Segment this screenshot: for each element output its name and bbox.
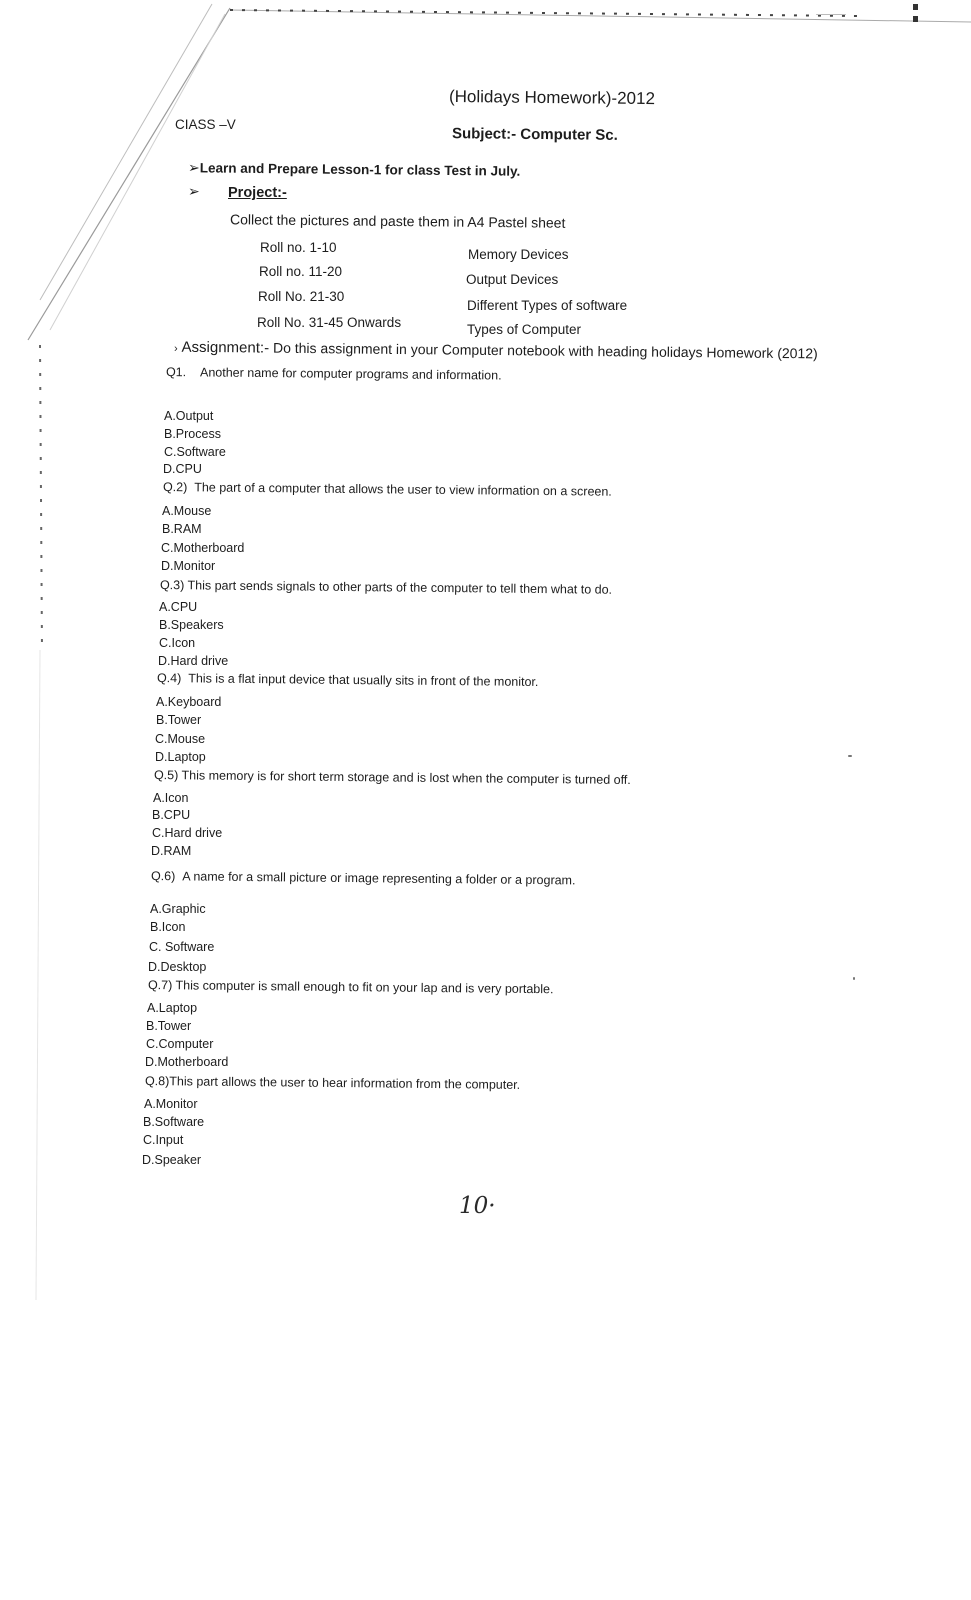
roll-range: Roll no. 11-20 — [259, 264, 343, 279]
project-topic: Memory Devices — [468, 247, 569, 262]
option: B.Software — [143, 1115, 205, 1129]
project-topic: Types of Computer — [467, 322, 582, 337]
assignment-label: Assignment:- — [181, 338, 270, 357]
arrow-bullet-icon: ➢ — [188, 183, 200, 199]
option: C.Hard drive — [152, 826, 223, 840]
option: A.Mouse — [162, 504, 212, 518]
option: D.Hard drive — [158, 654, 229, 668]
page-title: (Holidays Homework)-2012 — [448, 86, 656, 109]
option: B.Speakers — [159, 618, 224, 632]
project-topic: Different Types of software — [467, 298, 628, 313]
assignment-text: Do this assignment in your Computer notebook with heading holidays Homework (2012) — [272, 339, 818, 362]
project-topic: Output Devices — [466, 272, 559, 287]
option: B.RAM — [162, 522, 202, 536]
question-text: This is a flat input device that usually sits in front of the monitor. — [188, 671, 539, 689]
question-text: A name for a small picture or image representing a folder or a program. — [182, 869, 576, 888]
question-number: Q.3) — [159, 578, 185, 593]
option: C. Software — [149, 940, 215, 954]
question-number: Q.5) — [153, 768, 179, 783]
question-number: Q.6) — [150, 869, 176, 884]
option: A.Keyboard — [156, 695, 222, 709]
option: A.CPU — [159, 600, 198, 614]
assignment-instruction: › Assignment:- Do this assignment in your Computer notebook with heading holidays Homework (2012) — [173, 338, 818, 362]
option: D.Laptop — [155, 750, 206, 764]
option: A.Graphic — [150, 902, 206, 916]
question-text: Another name for computer programs and information. — [199, 365, 502, 383]
handwritten-page-number: 10· — [459, 1193, 496, 1219]
subject-label: Subject:- Computer Sc. — [451, 125, 618, 144]
question-text: This part allows the user to hear information from the computer. — [169, 1074, 521, 1092]
question-text: This part sends signals to other parts of the computer to tell them what to do. — [187, 578, 613, 597]
option: D.Speaker — [142, 1153, 202, 1167]
option: C.Icon — [159, 636, 196, 650]
option: C.Mouse — [155, 732, 206, 746]
question-number: Q.2) — [162, 480, 188, 495]
option: D.Motherboard — [145, 1055, 229, 1069]
option: A.Monitor — [144, 1097, 198, 1111]
learn-instruction — [188, 159, 521, 179]
roll-range: Roll No. 31-45 Onwards — [257, 315, 402, 330]
option: A.Laptop — [147, 1001, 198, 1015]
class-label: CIASS –V — [175, 117, 236, 132]
question-number: Q1. — [165, 365, 187, 380]
question-number: Q.4) — [156, 671, 182, 686]
question-text: This memory is for short term storage and is lost when the computer is turned off. — [181, 768, 631, 787]
question-text: This computer is small enough to fit on your lap and is very portable. — [175, 978, 554, 997]
option: D.Monitor — [161, 559, 216, 573]
question-number: Q.8) — [144, 1074, 170, 1089]
roll-range: Roll No. 21-30 — [258, 289, 345, 304]
scan-speck — [848, 755, 852, 757]
scan-speck — [853, 977, 855, 980]
option: B.Tower — [146, 1019, 192, 1033]
option: D.Desktop — [148, 960, 207, 974]
roll-range: Roll no. 1-10 — [260, 240, 337, 255]
option: B.Process — [164, 427, 221, 441]
option: B.CPU — [152, 808, 191, 822]
arrow-bullet-icon: ➢ — [187, 159, 200, 176]
option: C.Motherboard — [161, 541, 245, 555]
option: D.CPU — [163, 462, 202, 476]
option: A.Output — [164, 409, 214, 423]
option: C.Input — [143, 1133, 184, 1147]
option: C.Computer — [146, 1037, 214, 1051]
option: B.Icon — [150, 920, 186, 934]
option: B.Tower — [156, 713, 202, 727]
learn-text: Learn and Prepare Lesson-1 for class Test in July. — [199, 160, 521, 179]
project-heading: Project:- — [228, 185, 287, 201]
option: C.Software — [164, 445, 226, 459]
question-number: Q.7) — [147, 978, 173, 993]
option: A.Icon — [153, 791, 189, 805]
collect-instruction: Collect the pictures and paste them in A4 Pastel sheet — [229, 211, 566, 231]
scan-speck — [816, 14, 846, 15]
option: D.RAM — [151, 844, 192, 858]
question-text: The part of a computer that allows the user to view information on a screen. — [194, 480, 612, 499]
